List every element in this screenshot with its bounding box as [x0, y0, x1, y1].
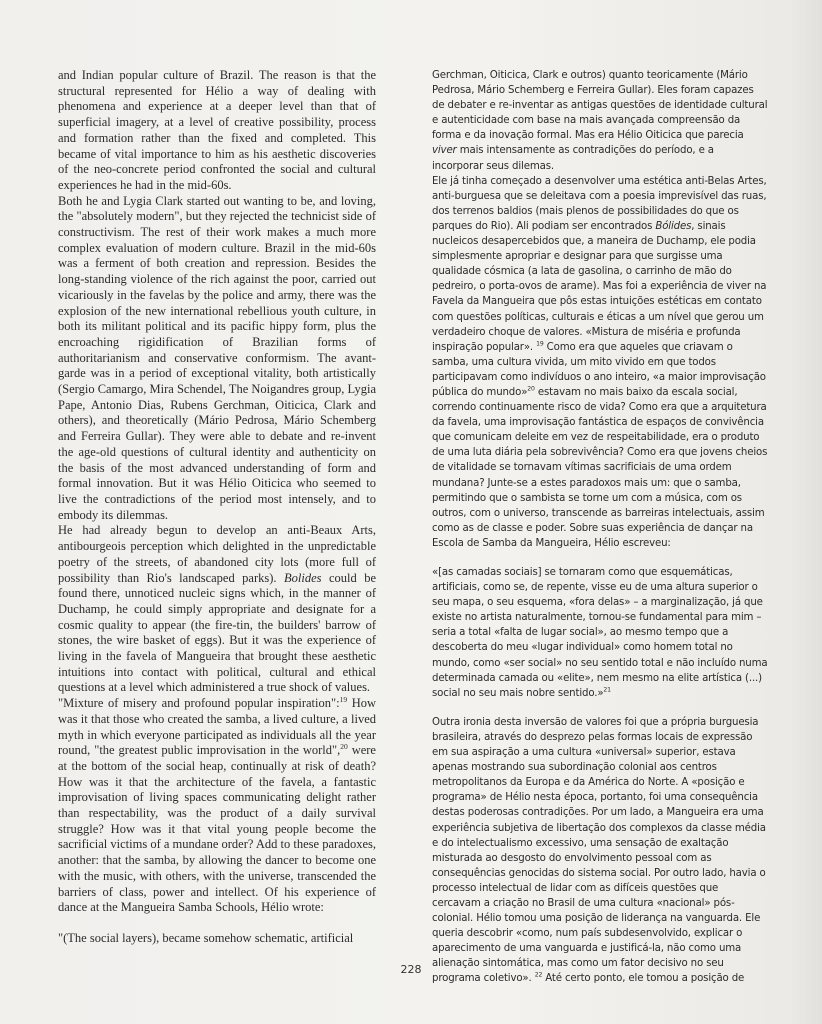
paragraph-text: and Indian popular culture of Brazil. The reason is that the structural represented for Hélio a way of dealing with phenomena and experience at a deeper level than that of superficial imagery, at a level of creative possibility, process and formation rather than the fixed and completed. This became of vital importance to him as his aesthetic discoveries of the neo-concrete period confronted the social and cultural experiences he had in the mid-60s.	[58, 68, 376, 192]
paragraph-text: How was it that those who created the samba, a lived culture, a lived myth in which everyone participated as individuals all the year round, "the greatest public improvisation in the world",	[58, 696, 376, 758]
quote-text: «[as camadas sociais] se tornaram como que esquemáticas, artificiais, como se, de repente, visse eu de uma altura superior o seu mapa, o seu esquema, «fora delas» – a marginalização, já que existe no artista naturalmente, tornou-se fundamental para mim – seria a total «falta de lugar social», ao mesmo tempo que a descoberta do meu «lugar individual» como homem total no mundo, como «ser social» no seu sentido total e não incluído numa determinada camada ou «elite», nem mesmo na elite artística (...) social no seu mais nobre sentido.»	[432, 567, 768, 699]
paragraph	[432, 68, 768, 174]
footnote-ref: 22	[534, 972, 543, 980]
block-quote	[432, 565, 768, 701]
paragraph-text: , sinais nucleicos desapercebidos que, a maneira de Duchamp, ele podia simplesmente apropriar e designar para que surgisse uma qualidade cósmica (a lata de gasolina, o carrinho de mão do pedreiro, o porta-ovos de arame). Mas foi a experiência de viver na Favela da Mangueira que pôs estas intuições estéticas em contato com questões políticas, culturais e éticas a um nível que gerou um verdadeiro choque de valores. «Mistura de miséria e profunda inspiração popular».	[432, 220, 767, 353]
footnote-ref: 19	[536, 340, 544, 348]
paragraph-text: estavam no mais baixo da escala social, correndo continuamente risco de vida? Como era que a arquitetura da favela, uma improvisação fantástica de espaços de convivência que comunicam deleite em vez de respeitabilidade, era o produto de uma luta diária pela sobrevivência? Como era que jovens cheios de vitalidade se tornavam vítimas sacrificiais de uma ordem mundana? Junte-se a estes paradoxos mais um: que o samba, permitindo que o sambista se torne um com a música, com os outros, com o universo, transcende as barreiras intelectuais, assim como as de classe e poder. Sobre suas experiência de dançar na Escola de Samba da Mangueira, Hélio escreveu:	[432, 386, 768, 549]
italic-term: Bolides	[284, 570, 322, 585]
footnote-ref: 21	[603, 686, 611, 694]
paragraph-text: Ele já tinha começado a desenvolver uma estética anti-Belas Artes, anti-burguesa que se deleitava com a poesia imprevisível das ruas, dos terrenos baldios (mais plenos de possibilidades do que os parques do Rio). Ali podiam ser encontrados	[432, 175, 767, 232]
english-text-column	[58, 68, 376, 947]
italic-term: viver	[432, 145, 457, 157]
paragraph-text: Outra ironia desta inversão de valores foi que a própria burguesia brasileira, através do desprezo pelas formas locais de expressão em sua aspiração a uma cultura «universal» superior, estava apenas mostrando sua subordinação colonial aos centros metropolitanos da Europa e da América do Norte. A «posição e programa» de Hélio nesta época, portanto, foi uma consequência destas poderosas contradições. Por um lado, a Mangueira era uma experiência subjetiva de libertação dos complexos da classe média e do intelectualismo excessivo, uma sensação de exaltação misturada ao desgosto do envolvimento pessoal com as consequências genocidas do sistema social. Por outro lado, havia o processo intelectual de lidar com as difíceis questões que cercavam a criação no Brasil de uma cultura «nacional» pós-colonial. Hélio tomou uma posição de liderança na vanguarda. Ele queria descobrir «como, num país subdesenvolvido, explicar o aparecimento de uma vanguarda e justificá-la, não como uma alienação sintomática, mas como um fator decisivo no seu programa coletivo».	[432, 716, 766, 985]
paragraph	[432, 174, 768, 551]
paragraph-text: Como era que aqueles que criavam o samba, uma cultura vivida, um mito vivido em que todos participavam como indivíduos o ano inteiro, «a maior improvisação pública do mundo»	[432, 341, 766, 398]
paragraph-text: could be found there, unnoticed nucleic signs which, in the manner of Duchamp, he could simply appropriate and designate for a cosmic quality to appear (the fire-tin, the builders' barrow of stones, the wire basket of eggs). But it was the experience of living in the favela of Mangueira that brought these aesthetic intuitions into contact with political, cultural and ethical questions at a level which administered a true shock of values.	[58, 570, 376, 695]
paragraph	[58, 696, 376, 916]
paragraph	[58, 194, 376, 524]
page-number: 228	[400, 963, 422, 976]
paragraph-text: Gerchman, Oiticica, Clark e outros) quanto teoricamente (Mário Pedrosa, Mário Schemberg e Ferreira Gullar). Eles foram capazes de debater e re-inventar as antigas questões de identidade cultural e autenticidade com base na mais avançada compreensão da forma e da inovação formal. Mas era Hélio Oiticica que parecia	[432, 70, 768, 142]
block-quote-start	[58, 931, 376, 947]
paragraph-text: mais intensamente as contradições do período, e a incorporar seus dilemas.	[432, 145, 714, 172]
paragraph	[58, 523, 376, 696]
paragraph-text: Both he and Lygia Clark started out wanting to be, and loving, the "absolutely modern", but they rejected the technicist side of constructivism. The rest of their work makes a much more complex evaluation of modern culture. Brazil in the mid-60s was a ferment of both creation and repression. Besides the long-standing violence of the rich against the poor, carried out vicariously in the favelas by the police and army, there was the explosion of the new international rebellious youth culture, in both its militant political and its pacific hippy form, plus the encroaching rigidification of Brazilian forms of authoritarianism and conservative conformism. The avant-garde was in a period of exceptional vitality, both artistically (Sergio Camargo, Mira Schendel, The Noigandres group, Lygia Pape, Antonio Dias, Rubens Gerchman, Oiticica, Clark and others), and theoretically (Mário Pedrosa, Mário Schemberg and Ferreira Gullar). They were able to debate and re-invent the age-old questions of cultural identity and authenticity on the basis of the most advanced understanding of form and formal innovation. But it was Hélio Oiticica who seemed to live the contradictions of the period most intensely, and to embody its dilemmas.	[58, 193, 376, 522]
paragraph	[58, 68, 376, 194]
portuguese-text-column	[432, 68, 768, 987]
footnote-ref: 19	[339, 694, 348, 704]
paragraph-text: were at the bottom of the social heap, continually at risk of death? How was it that the architecture of the favela, a fantastic improvisation of living spaces communicating delight rather than respectability, was the product of a daily survival struggle? How was it that vital young people become the sacrificial victims of a mundane order? Add to these paradoxes, another: that the samba, by allowing the dancer to become one with the music, with others, with the universe, transcended the barriers of class, power and intellect. Of his experience of dance at the Mangueira Samba Schools, Hélio wrote:	[58, 743, 376, 915]
footnote-ref: 20	[340, 742, 348, 752]
italic-term: Bólides	[655, 220, 692, 232]
paragraph-text: "Mixture of misery and profound popular inspiration":	[58, 696, 340, 711]
paragraph-text: Até certo ponto, ele tomou a posição de	[542, 973, 745, 985]
paragraph	[432, 715, 768, 987]
footnote-ref: 20	[527, 385, 535, 393]
paragraph-text: He had already begun to develop an anti-Beaux Arts, antibourgeois perception which delighted in the unpredictable poetry of the streets, of abandoned city lots (more full of possibility than Rio's landscaped parks).	[58, 523, 376, 585]
paragraph-text: "(The social layers), became somehow schematic, artificial	[58, 930, 354, 945]
